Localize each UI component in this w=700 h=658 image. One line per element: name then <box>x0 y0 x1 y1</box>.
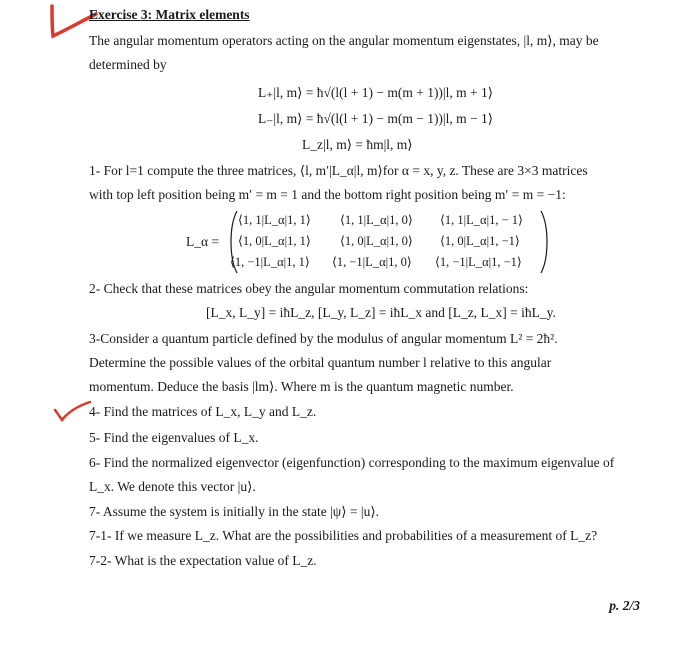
intro-text: The angular momentum operators acting on the angular momentum eigenstates, |l, m⟩, may be <box>89 33 599 48</box>
question-7-1: 7-1- If we measure L_z. What are the possibilities and probabilities of a measurement of L_z? <box>89 528 598 543</box>
matrix-cell: ⟨1, −1|L_α|1, 0⟩ <box>332 255 412 269</box>
question-3-cont: Determine the possible values of the orbital quantum number l relative to this angular <box>89 355 552 370</box>
matrix-cell: ⟨1, 0|L_α|1, −1⟩ <box>440 234 520 248</box>
equation-l-plus: L₊|l, m⟩ = ħ√(l(l + 1) − m(m + 1))|l, m + 1⟩ <box>258 85 494 100</box>
matrix-cell: ⟨1, 1|L_α|1, 1⟩ <box>238 213 311 227</box>
question-4: 4- Find the matrices of L_x, L_y and L_z. <box>89 404 317 419</box>
intro-text-cont: determined by <box>89 57 167 72</box>
matrix-cell: ⟨1, −1|L_α|1, 1⟩ <box>230 255 310 269</box>
equation-lz: L_z|l, m⟩ = ħm|l, m⟩ <box>302 137 413 152</box>
commutation-relations: [L_x, L_y] = iħL_z, [L_y, L_z] = iħL_x and [L_z, L_x] = iħL_y. <box>206 305 556 320</box>
question-6: 6- Find the normalized eigenvector (eigenfunction) corresponding to the maximum eigenvalue of <box>89 455 615 470</box>
right-paren-icon <box>540 210 550 274</box>
page-number: p. 2/3 <box>609 598 640 613</box>
question-2: 2- Check that these matrices obey the angular momentum commutation relations: <box>89 281 529 296</box>
matrix-cell: ⟨1, 1|L_α|1, − 1⟩ <box>440 213 523 227</box>
question-1: 1- For l=1 compute the three matrices, ⟨l, m′|L_α|l, m⟩for α = x, y, z. These are 3×3 matrices <box>89 163 588 178</box>
question-3: 3-Consider a quantum particle defined by the modulus of angular momentum L² = 2ħ². <box>89 331 558 346</box>
question-1-cont: with top left position being m′ = m = 1 and the bottom right position being m′ = m = −1: <box>89 187 566 202</box>
exercise-title: Exercise 3: Matrix elements <box>89 7 250 22</box>
matrix-cell: ⟨1, 1|L_α|1, 0⟩ <box>340 213 413 227</box>
matrix-label: L_α = <box>186 234 220 249</box>
question-6-cont: L_x. We denote this vector |u⟩. <box>89 479 256 494</box>
matrix-l-alpha <box>150 210 550 274</box>
matrix-cell: ⟨1, −1|L_α|1, −1⟩ <box>435 255 522 269</box>
matrix-cell: ⟨1, 0|L_α|1, 1⟩ <box>238 234 311 248</box>
question-7: 7- Assume the system is initially in the state |ψ⟩ = |u⟩. <box>89 504 379 519</box>
equation-l-minus: L₋|l, m⟩ = ħ√(l(l + 1) − m(m − 1))|l, m − 1⟩ <box>258 111 494 126</box>
matrix-cell: ⟨1, 0|L_α|1, 0⟩ <box>340 234 413 248</box>
question-5: 5- Find the eigenvalues of L_x. <box>89 430 259 445</box>
question-3-cont2: momentum. Deduce the basis |lm⟩. Where m is the quantum magnetic number. <box>89 379 514 394</box>
question-7-2: 7-2- What is the expectation value of L_z. <box>89 553 317 568</box>
checkmark-q4-icon <box>52 398 92 424</box>
